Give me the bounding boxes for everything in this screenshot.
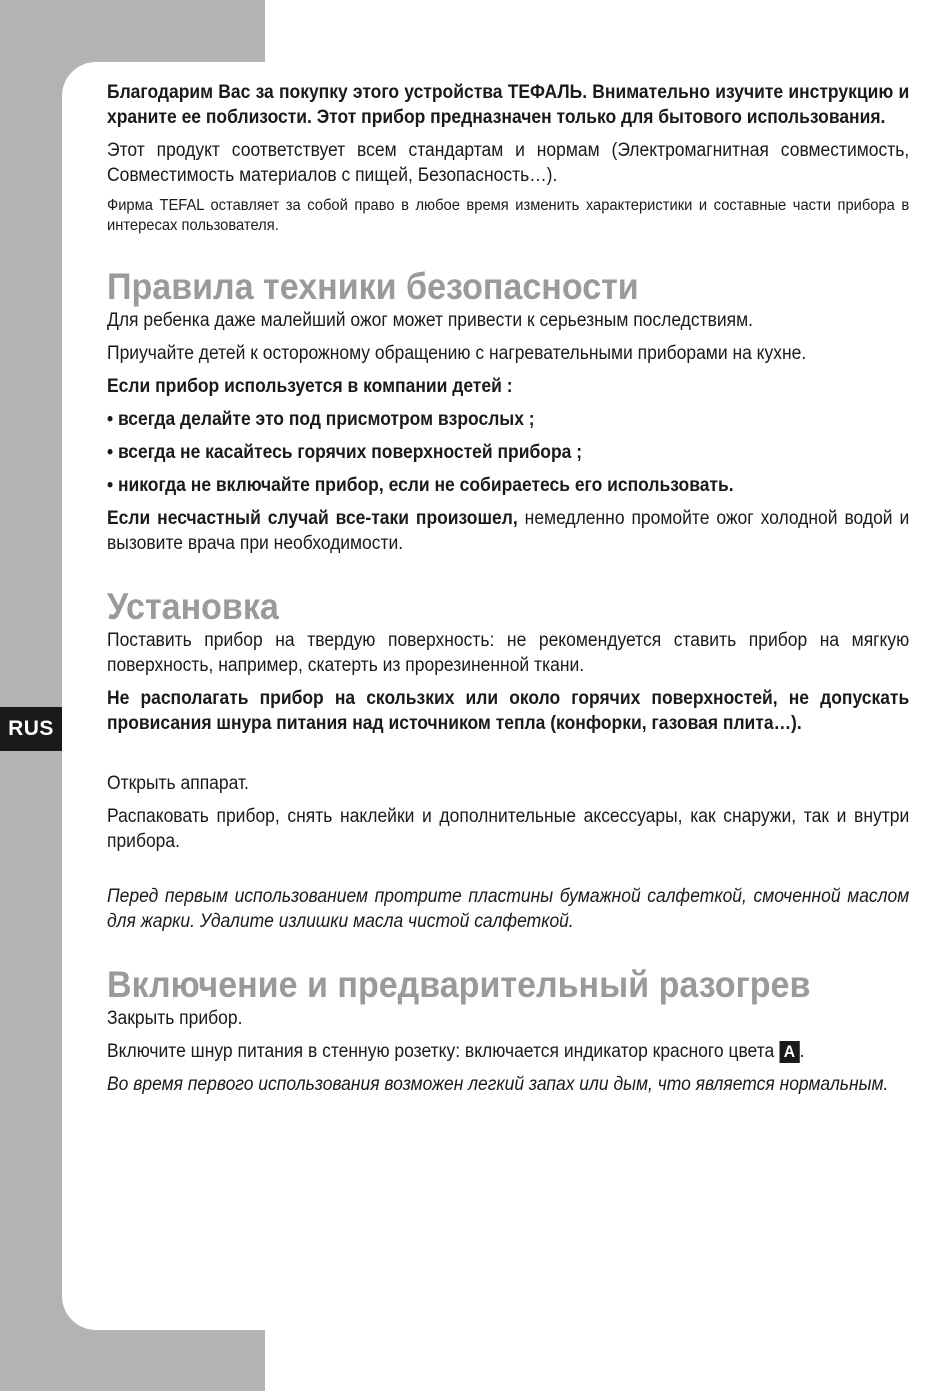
- safety-bullet-2: • всегда не касайтесь горячих поверхностей прибора ;: [107, 442, 583, 463]
- install-p1: Поставить прибор на твердую поверхность: не рекомендуется ставить прибор на мягкую поверхность, например, скатерть из прорезиненной ткани.: [107, 630, 910, 676]
- intro-compliance: Этот продукт соответствует всем стандартам и нормам (Электромагнитная совместимость, Совместимость материалов с пищей, Безопасность…).: [107, 140, 910, 186]
- intro-bold: Благодарим Вас за покупку этого устройства ТЕФАЛЬ. Внимательно изучите инструкцию и храните ее поблизости. Этот прибор предназначен только для бытового использования.: [107, 82, 910, 128]
- power-p2-text: Включите шнур питания в стенную розетку: включается индикатор красного цвета: [107, 1041, 775, 1062]
- safety-p3: Если прибор используется в компании детей :: [107, 376, 513, 397]
- install-title: Установка: [107, 586, 279, 627]
- safety-p2: Приучайте детей к осторожному обращению с нагревательными приборами на кухне.: [107, 343, 807, 364]
- power-title: Включение и предварительный разогрев: [107, 964, 811, 1005]
- safety-p4-rest: немедленно промойте ожог холодной водой и вызовите врача при необходимости.: [107, 508, 910, 554]
- safety-title: Правила техники безопасности: [107, 266, 639, 307]
- power-p3: Во время первого использования возможен легкий запах или дым, что является нормальным.: [107, 1074, 889, 1095]
- intro-note: Фирма TEFAL оставляет за собой право в любое время изменить характеристики и составные части прибора в интересах пользователя.: [107, 197, 910, 234]
- safety-p4: [107, 506, 909, 556]
- safety-bullet-3: • никогда не включайте прибор, если не собираетесь его использовать.: [107, 475, 734, 496]
- power-p2: [107, 1039, 909, 1064]
- install-p5: Перед первым использованием протрите пластины бумажной салфеткой, смоченной маслом для жарки. Удалите излишки масла чистой салфеткой.: [107, 886, 910, 932]
- install-p2: Не располагать прибор на скользких или около горячих поверхностей, не допускать провисания шнура питания над источником тепла (конфорки, газовая плита…).: [107, 688, 910, 734]
- manual-content: [107, 80, 910, 1105]
- safety-p1: Для ребенка даже малейший ожог может привести к серьезным последствиям.: [107, 310, 754, 331]
- safety-p4-bold: Если несчастный случай все-таки произошел,: [107, 508, 518, 529]
- indicator-a-badge: A: [779, 1041, 799, 1063]
- safety-bullet-1: • всегда делайте это под присмотром взрослых ;: [107, 409, 535, 430]
- power-p1: Закрыть прибор.: [107, 1008, 243, 1029]
- power-p2-end: .: [799, 1041, 805, 1062]
- install-p3: Открыть аппарат.: [107, 773, 249, 794]
- language-tab: RUS: [0, 707, 62, 751]
- install-p4: Распаковать прибор, снять наклейки и дополнительные аксессуары, как снаружи, так и внутри прибора.: [107, 806, 910, 852]
